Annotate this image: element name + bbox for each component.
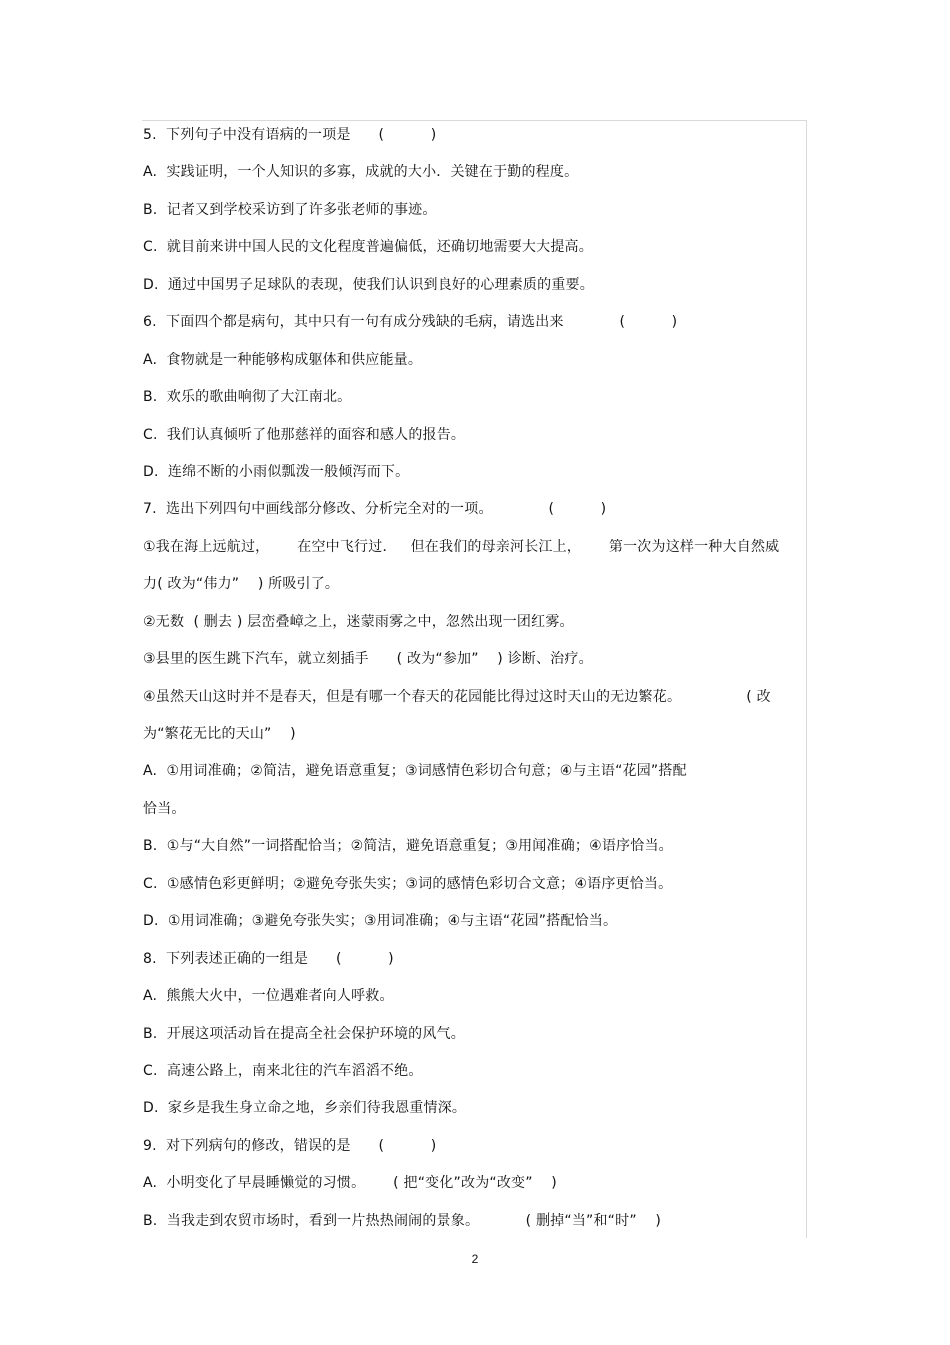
question-5-option-d: D. 通过中国男子足球队的表现，使我们认识到良好的心理素质的重要。 bbox=[143, 276, 594, 293]
question-9-option-b: B. 当我走到农贸市场时，看到一片热热闹闹的景象。 ( 删掉“当”和“时” ) bbox=[143, 1212, 662, 1229]
question-7-option-b: B. ①与“大自然”一词搭配恰当；②简洁，避免语意重复；③用闻准确；④语序恰当。 bbox=[143, 838, 673, 855]
page-frame-right-border bbox=[806, 120, 807, 1238]
question-7-option-d: D. ①用词准确；③避免夸张失实；③用词准确；④与主语“花园”搭配恰当。 bbox=[143, 913, 618, 930]
question-7-option-c: C. ①感情色彩更鲜明；②避免夸张失实；③词的感情色彩切合文意；④语序更恰当。 bbox=[143, 875, 673, 892]
question-8-option-c: C. 高速公路上，南来北往的汽车滔滔不绝。 bbox=[143, 1062, 423, 1079]
question-5-stem: 5. 下列句子中没有语病的一项是 ( ) bbox=[143, 127, 437, 143]
question-8-stem: 8. 下列表述正确的一组是 ( ) bbox=[143, 950, 394, 967]
question-9-stem: 9. 对下列病句的修改，错误的是 ( ) bbox=[143, 1137, 437, 1154]
question-9-option-a: A. 小明变化了早晨睡懒觉的习惯。 ( 把“变化”改为“改变” ) bbox=[143, 1175, 557, 1192]
question-6-option-a: A. 食物就是一种能够构成躯体和供应能量。 bbox=[143, 351, 423, 368]
question-7-sentence-4-cont: 为“繁花无比的天山” ) bbox=[143, 726, 296, 742]
question-7-option-a-cont: 恰当。 bbox=[143, 800, 186, 817]
question-6-stem: 6. 下面四个都是病句，其中只有一句有成分残缺的毛病，请选出来 ( ) bbox=[143, 314, 678, 331]
question-7-stem: 7. 选出下列四句中画线部分修改、分析完全对的一项。 ( ) bbox=[143, 501, 607, 518]
question-5-option-c: C. 就目前来讲中国人民的文化程度普遍偏低，还确切地需要大大提高。 bbox=[143, 239, 593, 256]
question-5-option-a: A. 实践证明，一个人知识的多寡，成就的大小．关键在于勤的程度。 bbox=[143, 164, 579, 181]
question-8-option-d: D. 家乡是我生身立命之地，乡亲们待我恩重情深。 bbox=[143, 1100, 467, 1117]
question-7-option-a: A. ①用词准确；②简洁，避免语意重复；③词感情色彩切合句意；④与主语“花园”搭配 bbox=[143, 763, 687, 780]
document-body bbox=[143, 121, 805, 1244]
question-7-sentence-3: ③县里的医生跳下汽车，就立刻插手 ( 改为“参加” ) 诊断、治疗。 bbox=[143, 651, 593, 668]
question-5-option-b: B. 记者又到学校采访到了许多张老师的事迹。 bbox=[143, 201, 437, 218]
question-8-option-a: A. 熊熊大火中，一位遇难者向人呼救。 bbox=[143, 988, 394, 1005]
question-6-option-c: C. 我们认真倾听了他那慈祥的面容和感人的报告。 bbox=[143, 426, 466, 443]
question-6-option-b: B. 欢乐的歌曲响彻了大江南北。 bbox=[143, 389, 352, 406]
question-7-sentence-1-cont: 力( 改为“伟力” ) 所吸引了。 bbox=[143, 576, 340, 593]
question-7-sentence-4: ④虽然天山这时并不是春天，但是有哪一个春天的花园能比得过这时天山的无边繁花。 ( 改 bbox=[143, 688, 771, 705]
question-6-option-d: D. 连绵不断的小雨似瓢泼一般倾泻而下。 bbox=[143, 463, 410, 480]
question-7-sentence-1: ①我在海上远航过， 在空中飞行过． 但在我们的母亲河长江上， 第一次为这样一种大自然威 bbox=[143, 538, 780, 555]
question-7-sentence-2: ②无数 ( 删去 ) 层峦叠嶂之上，迷蒙雨雾之中，忽然出现一团红雾。 bbox=[143, 613, 574, 630]
page-number: 2 bbox=[471, 1252, 479, 1266]
question-8-option-b: B. 开展这项活动旨在提高全社会保护环境的风气。 bbox=[143, 1025, 465, 1042]
